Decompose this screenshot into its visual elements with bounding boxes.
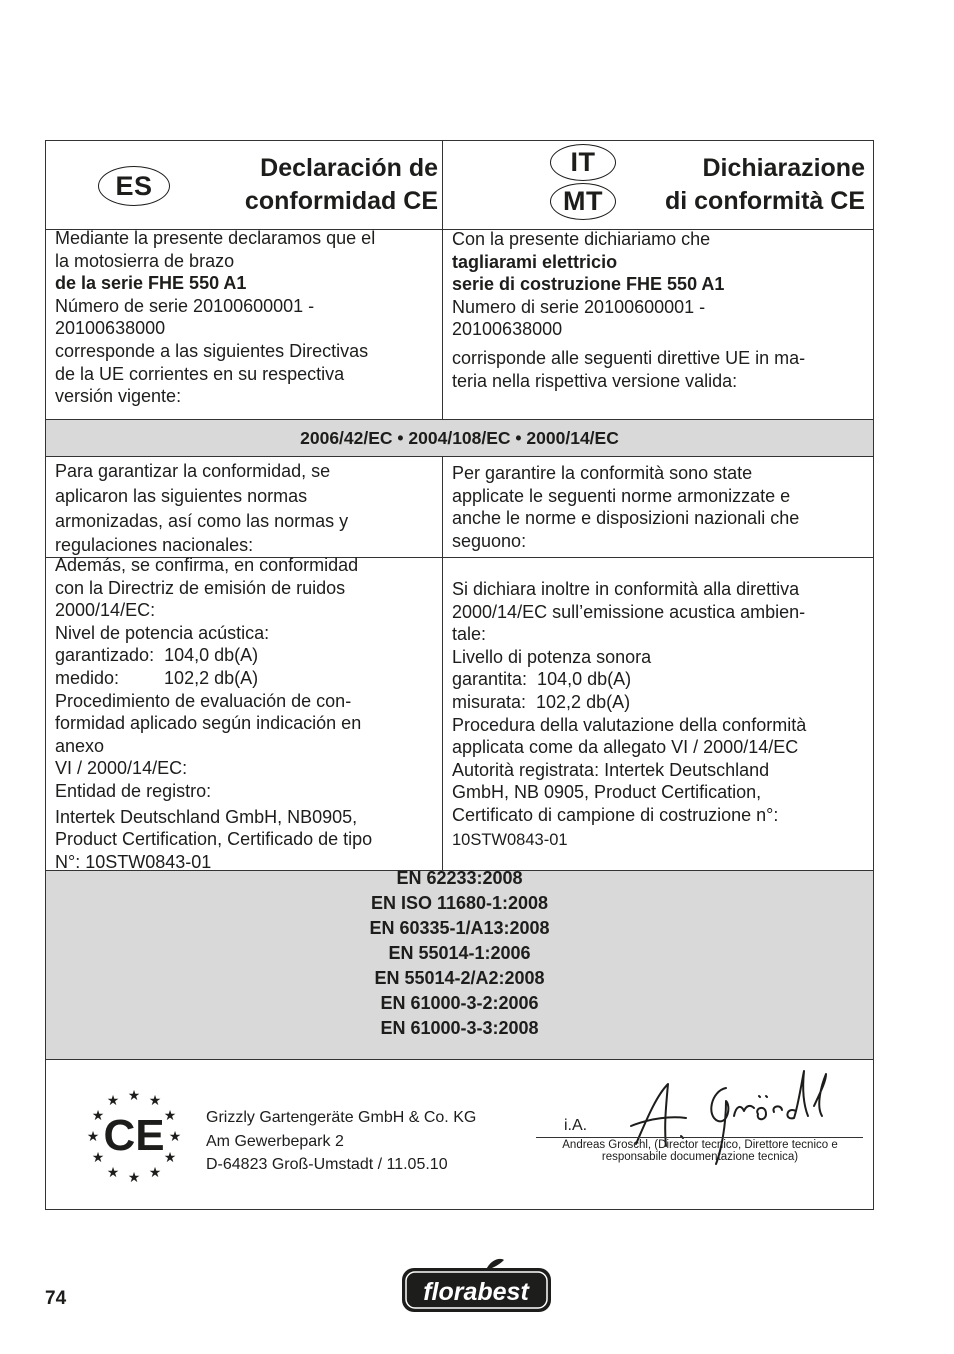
it-title-line2: di conformità CE (664, 187, 865, 215)
ce-mark-icon (84, 1086, 184, 1186)
declaration-table (45, 140, 874, 1210)
intro-es-line: de la UE corrientes en su respectiva (55, 363, 345, 384)
noise-es-line: N°: 10STW0843-01 (55, 851, 212, 872)
noise-it-line: Certificato di campione di costruzione n°: (452, 804, 779, 825)
language-badge-mt: MT (550, 183, 616, 220)
language-badge-es: ES (98, 166, 170, 206)
norms-intro-it-line: anche le norme e disposizioni nazionali che (452, 508, 800, 529)
ia-label: i.A. (564, 1117, 588, 1134)
intro-it-product: tagliarami elettricio (452, 251, 618, 272)
intro-es-model: de la serie FHE 550 A1 (55, 273, 247, 294)
signature-line (536, 1137, 863, 1138)
divider (46, 456, 873, 457)
florabest-logo (400, 1258, 553, 1314)
intro-es (55, 227, 439, 408)
svg-text:★: ★ (86, 1129, 100, 1145)
norm-item: EN 62233:2008 (396, 868, 523, 888)
noise-es-line: con la Directriz de emisión de ruidos (55, 577, 346, 598)
norm-item: EN 60335-1/A13:2008 (369, 918, 550, 938)
noise-it-line: garantita: 104,0 db(A) (452, 669, 632, 690)
noise-it-line: Autorità registrata: Intertek Deutschland (452, 759, 770, 780)
intro-it (452, 228, 870, 392)
divider (46, 419, 873, 420)
norm-item: EN 61000-3-2:2006 (380, 993, 539, 1013)
norms-intro-es (55, 459, 439, 558)
es-title-line2: conformidad CE (244, 187, 438, 215)
noise-it-line: 2000/14/EC sull’emissione acustica ambien- (452, 601, 806, 622)
noise-es-line: Entidad de registro: (55, 780, 212, 801)
norm-item: EN 55014-1:2006 (388, 943, 531, 963)
directives-list: 2006/42/EC • 2004/108/EC • 2000/14/EC (300, 428, 619, 448)
intro-es-line: Número de serie 20100600001 - (55, 295, 315, 316)
intro-it-line: Con la presente dichiariamo che (452, 229, 711, 249)
norms-intro-es-line: aplicaron las siguientes normas (55, 485, 308, 506)
svg-text:★: ★ (106, 1165, 120, 1181)
noise-it-line: Si dichiara inoltre in conformità alla direttiva (452, 579, 800, 599)
column-divider (442, 141, 443, 419)
column-divider (442, 456, 443, 870)
norms-intro-it-line: applicate le seguenti norme armonizzate e (452, 485, 791, 506)
noise-es-line: formidad aplicado según indicación en (55, 713, 362, 734)
norm-item: EN 61000-3-3:2008 (380, 1018, 539, 1038)
norms-intro-es-line: armonizadas, así como las normas y (55, 510, 349, 531)
noise-es-line: anexo (55, 735, 105, 756)
es-title (196, 152, 438, 218)
norms-intro-it-line: Per garantire la conformità sono state (452, 463, 753, 483)
intro-es-line: corresponde a las siguientes Directivas (55, 340, 369, 361)
svg-text:★: ★ (106, 1093, 120, 1109)
it-title (616, 152, 865, 218)
svg-text:★: ★ (148, 1093, 162, 1109)
intro-es-line: Mediante la presente declaramos que el (55, 228, 376, 248)
manufacturer-address (206, 1106, 476, 1177)
intro-es-line: versión vigente: (55, 386, 182, 407)
svg-text:★: ★ (168, 1129, 182, 1145)
noise-es (55, 554, 439, 873)
norm-item: EN 55014-2/A2:2008 (374, 968, 545, 988)
company-name: Grizzly Gartengeräte GmbH & Co. KG (206, 1109, 477, 1126)
noise-es-line: 2000/14/EC: (55, 600, 156, 621)
noise-es-line: Procedimiento de evaluación de con- (55, 690, 352, 711)
divider (46, 1059, 873, 1060)
noise-es-line: garantizado: 104,0 db(A) (55, 645, 259, 666)
noise-es-line: medido: 102,2 db(A) (55, 667, 259, 688)
es-title-line1: Declaración de (260, 154, 438, 182)
noise-es-line: Product Certification, Certificado de tipo (55, 829, 373, 850)
noise-it (452, 578, 870, 851)
noise-it-line: Procedura della valutazione della conformità (452, 714, 807, 735)
ce-mark-text: CE (103, 1111, 165, 1160)
language-badge-it: IT (550, 144, 616, 181)
noise-it-line: misurata: 102,2 db(A) (452, 691, 631, 712)
svg-text:★: ★ (127, 1088, 141, 1104)
norms-intro-es-line: Para garantizar la conformidad, se (55, 461, 331, 481)
intro-it-model: serie di costruzione FHE 550 A1 (452, 274, 725, 295)
city-date: D-64823 Groß-Umstadt / 11.05.10 (206, 1156, 448, 1173)
brand-name: florabest (423, 1278, 529, 1306)
noise-it-line: 10STW0843-01 (452, 830, 568, 849)
svg-text:★: ★ (127, 1170, 141, 1186)
noise-it-line: Livello di potenza sonora (452, 646, 652, 667)
norm-item: EN ISO 11680-1:2008 (370, 893, 549, 913)
noise-it-line: GmbH, NB 0905, Product Certification, (452, 782, 762, 803)
it-title-line1: Dichiarazione (702, 154, 865, 182)
intro-es-line: 20100638000 (55, 318, 166, 339)
intro-it-line: teria nella rispettiva versione valida: (452, 370, 738, 391)
svg-text:★: ★ (163, 1108, 177, 1124)
noise-es-line: Nivel de potencia acústica: (55, 622, 270, 643)
norms-list (46, 866, 873, 1041)
signatory-line1: Andreas Groschl, (Director tecnico, Direttore tecnico e (562, 1139, 838, 1151)
svg-text:★: ★ (163, 1150, 177, 1166)
noise-it-line: tale: (452, 624, 487, 645)
signatory-name (534, 1139, 866, 1163)
noise-it-line: applicata come da allegato VI / 2000/14/EC (452, 737, 799, 758)
signatory-line2: responsabile documentazione tecnica) (601, 1151, 799, 1163)
intro-it-line: corrisponde alle seguenti direttive UE in ma- (452, 347, 806, 368)
intro-es-line: la motosierra de brazo (55, 250, 235, 271)
svg-text:★: ★ (148, 1165, 162, 1181)
intro-it-line: Numero di serie 20100600001 - (452, 296, 706, 317)
svg-text:★: ★ (91, 1108, 105, 1124)
norms-intro-it-line: seguono: (452, 530, 527, 551)
noise-es-line: Intertek Deutschland GmbH, NB0905, (55, 806, 358, 827)
noise-es-line: Además, se confirma, en conformidad (55, 555, 359, 575)
svg-text:★: ★ (91, 1150, 105, 1166)
norms-intro-es-line: regulaciones nacionales: (55, 535, 254, 556)
page-number: 74 (45, 1288, 67, 1309)
norms-intro-it (452, 462, 870, 552)
street: Am Gewerbepark 2 (206, 1132, 344, 1150)
intro-it-line: 20100638000 (452, 319, 563, 340)
noise-es-line: VI / 2000/14/EC: (55, 758, 188, 779)
